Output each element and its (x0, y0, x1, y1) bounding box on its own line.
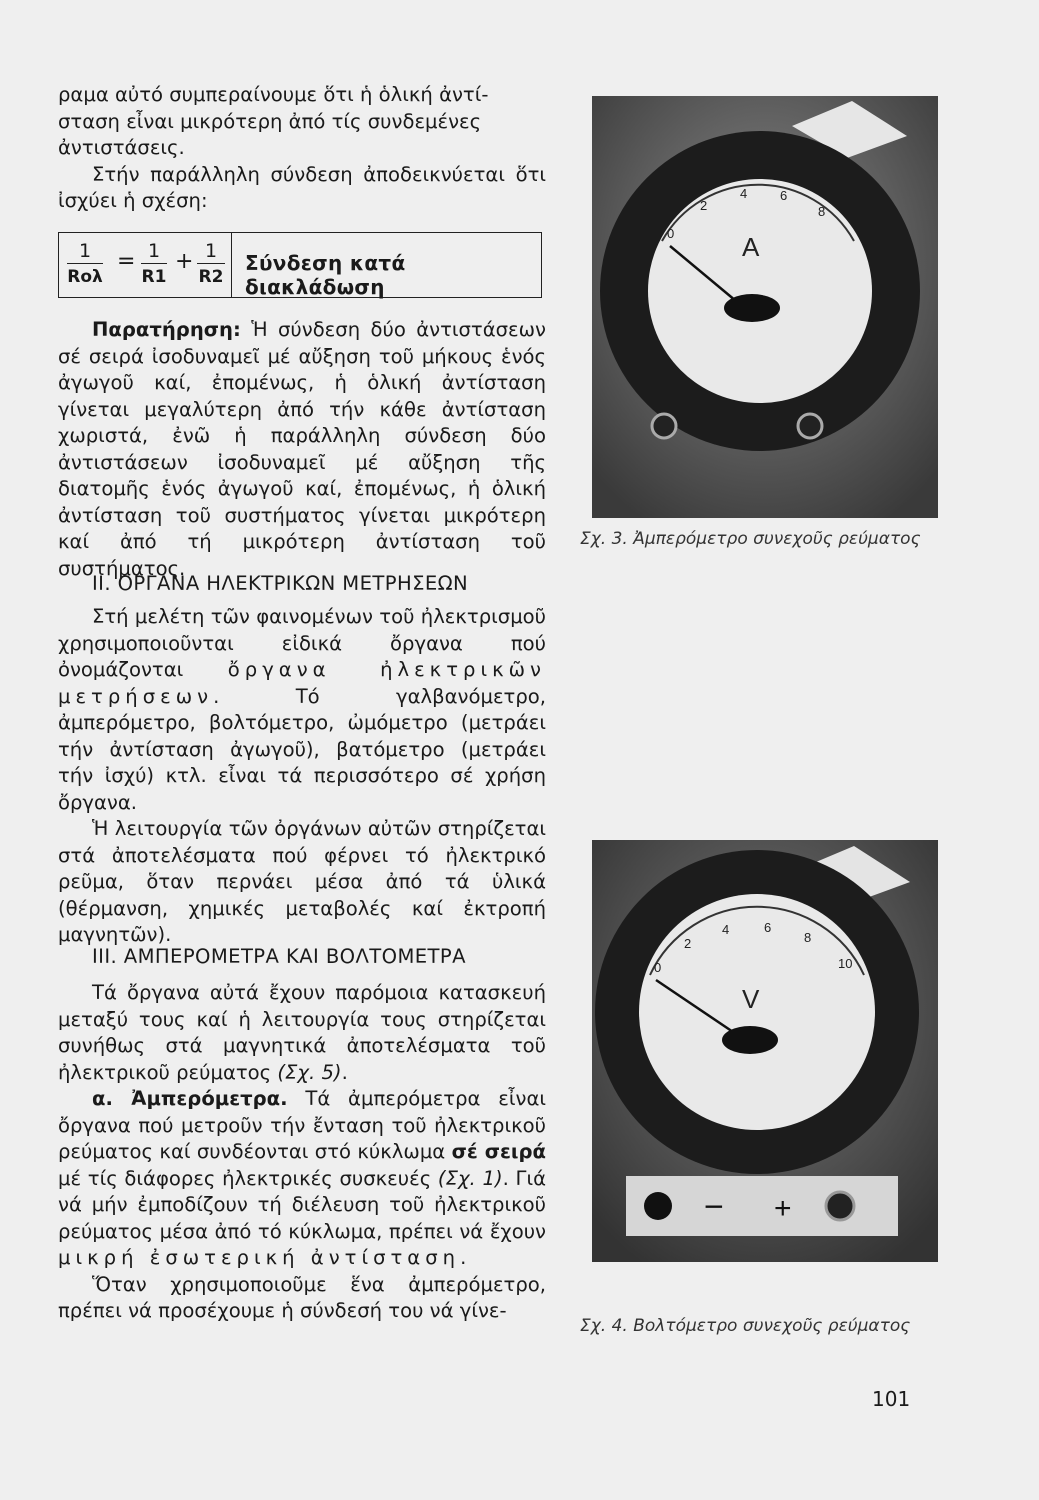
formula-lhs-denominator: Rολ (67, 267, 103, 287)
minus-label: − (704, 1188, 724, 1226)
intro-text (58, 82, 546, 215)
scale-label-10: 10 (838, 956, 853, 971)
section-3-p2-c: . Γιά νά μήν ἐμποδίζουν τή διέλευση τοῦ ἠλεκτρικοῦ ρεύματος μέσα ἀπό τό κύκλωμα, πρέπει νά ἔχουν (58, 1166, 546, 1243)
scale-label-0: 0 (654, 960, 662, 975)
section-2-paragraph-1 (58, 604, 546, 816)
formula-term-1 (141, 239, 167, 290)
page-number: 101 (872, 1387, 911, 1411)
meter-face (648, 179, 872, 403)
scale-label-8: 8 (804, 930, 812, 945)
section-2-body (58, 604, 546, 949)
formula-equals: = (117, 249, 136, 274)
section-2-p1-text: Στή μελέτη τῶν φαινομένων τοῦ ἠλεκτρισμοῦ χρησιμοποιοῦνται εἰδικά ὄργανα πού ὀνομάζονται (58, 605, 546, 681)
section-3-body (58, 980, 546, 1325)
ammeter-illustration (592, 96, 938, 518)
note-paragraph (58, 317, 546, 582)
ammeters-label: α. Ἀμπερόμετρα. (92, 1087, 288, 1110)
low-resistance-emphasis: μικρή ἐσωτερική ἀντίσταση (58, 1246, 461, 1269)
series-emphasis: σέ σειρά (451, 1140, 546, 1163)
formula-lhs (67, 239, 103, 290)
section-3-paragraph-2 (58, 1086, 546, 1272)
section-2-paragraph-2: Ἡ λειτουργία τῶν ὀργάνων αὐτῶν στηρίζεται στά ἀποτελέσματα πού φέρνει τό ἠλεκτρικό ρεῦμα, ὅταν περνάει μέσα ἀπό τά ὑλικά (θέρμανση, χημικές μεταβολές καί ἐκτροπή μαγνητῶν). (58, 817, 546, 946)
intro-line-2: σταση εἶναι μικρότερη ἀπό τίς συνδεμένες (58, 109, 482, 133)
plus-label: + (774, 1192, 792, 1225)
unit-symbol: A (742, 232, 760, 262)
figure-4-caption: Σχ. 4. Βολτόμετρο συνεχοῦς ρεύματος (580, 1316, 911, 1336)
section-3-p2-end: . (460, 1246, 467, 1269)
section-2-p1-end: . Τό γαλβανόμετρο, ἀμπερόμετρο, βολτόμετρο, ὠμόμετρο (μετράει τήν ἀντίσταση ἀγωγοῦ), βατόμετρο (μετράει τήν ἰσχύ) κτλ. εἶναι τά περισσότερο σέ χρήση ὄργανα. (58, 684, 546, 814)
intro-line-3: ἀντιστάσεις. (58, 136, 185, 159)
terminal-left (652, 414, 676, 438)
formula-plus: + (175, 249, 194, 274)
section-2-heading: ΙΙ. ΟΡΓΑΝΑ ΗΛΕΚΤΡΙΚΩΝ ΜΕΤΡΗΣΕΩΝ (92, 572, 469, 595)
parallel-intro: Στήν παράλληλη σύνδεση ἀποδεικνύεται ὅτι ἰσχύει ἡ σχέση: (58, 162, 546, 212)
voltmeter-photo (592, 840, 938, 1262)
fig-ref-5: (Σχ. 5) (277, 1060, 342, 1084)
formula-term-2-denominator: R2 (198, 267, 224, 287)
ammeter-photo (592, 96, 938, 518)
note-block (58, 317, 546, 582)
section-3-heading: ΙΙΙ. ΑΜΠΕΡΟΜΕΤΡΑ ΚΑΙ ΒΟΛΤΟΜΕΤΡΑ (92, 945, 466, 968)
intro-line-1: ραμα αὐτό συμπεραίνουμε ὅτι ἡ ὁλική ἀντί- (58, 83, 489, 106)
formula-term-2 (197, 239, 225, 290)
formula-label: Σύνδεση κατά διακλάδωση (245, 251, 406, 299)
figure-3-caption: Σχ. 3. Ἀμπερόμετρο συνεχοῦς ρεύματος (580, 529, 921, 549)
formula-lhs-numerator: 1 (67, 239, 103, 264)
scale-label-6: 6 (780, 188, 788, 203)
terminal-positive (826, 1192, 854, 1220)
formula-term-1-denominator: R1 (141, 267, 167, 287)
section-3-p2-b: μέ τίς διάφορες ἠλεκτρικές συσκευές (58, 1166, 438, 1190)
section-3-p1-text: Τά ὄργανα αὐτά ἔχουν παρόμοια κατασκευή μεταξύ τους καί ἡ λειτουργία τους στηρίζεται συνήθως στά μαγνητικά ἀποτελέσματα τοῦ ἠλεκτρικοῦ ρεύματος (58, 981, 546, 1084)
needle-pivot (722, 1026, 778, 1054)
needle-pivot (724, 294, 780, 322)
scale-label-2: 2 (684, 936, 692, 951)
scale-label-4: 4 (740, 186, 748, 201)
formula-term-2-numerator: 1 (197, 239, 225, 264)
scale-label-6: 6 (764, 920, 772, 935)
scale-label-0: 0 (667, 226, 675, 241)
section-3-paragraph-1 (58, 980, 546, 1086)
section-3-p1-end: . (341, 1060, 348, 1084)
section-2-p1-spaced: ὄργανα ἠλεκτρικῶν μετρήσεων (58, 658, 546, 708)
note-text: Ἡ σύνδεση δύο ἀντιστάσεων σέ σειρά ἰσοδυναμεῖ μέ αὔξηση τοῦ μήκους ἑνός ἀγωγοῦ καί, ἐπομένως, ἡ ὁλική ἀντίσταση γίνεται μεγαλύτερη ἀπό τήν κάθε ἀντίσταση χωριστά, ἐνῶ ἡ παράλληλη σύνδεση δύο ἀντιστάσεων ἰσοδυναμεῖ μέ αὔξηση τῆς διατομῆς ἑνός ἀγωγοῦ καί, ἐπομένως, ἡ ὁλική ἀντίσταση τοῦ συστήματος γίνεται μικρότερη καί ἀπό τή μικρότερη ἀντίσταση τοῦ συστήματος. (58, 318, 546, 580)
formula-divider (231, 233, 232, 297)
terminal-right (798, 414, 822, 438)
scale-label-8: 8 (818, 204, 826, 219)
unit-symbol: V (742, 984, 760, 1014)
fig-ref-1: (Σχ. 1) (437, 1166, 503, 1190)
voltmeter-illustration (592, 840, 938, 1262)
terminal-negative (644, 1192, 672, 1220)
section-3-paragraph-3: Ὅταν χρησιμοποιοῦμε ἕνα ἀμπερόμετρο, πρέπει νά προσέχουμε ἡ σύνδεσή του νά γίνε- (58, 1272, 546, 1322)
note-label: Παρατήρηση: (92, 318, 241, 341)
section-3-p2-a: Τά ἀμπερόμετρα εἶναι ὄργανα πού μετροῦν τήν ἔνταση τοῦ ἠλεκτρικοῦ ρεύματος καί συνδέονται στό κύκλωμα (58, 1087, 546, 1163)
formula-term-1-numerator: 1 (141, 239, 167, 264)
scale-label-4: 4 (722, 922, 730, 937)
scale-label-2: 2 (700, 198, 708, 213)
parallel-formula-box (58, 232, 542, 298)
